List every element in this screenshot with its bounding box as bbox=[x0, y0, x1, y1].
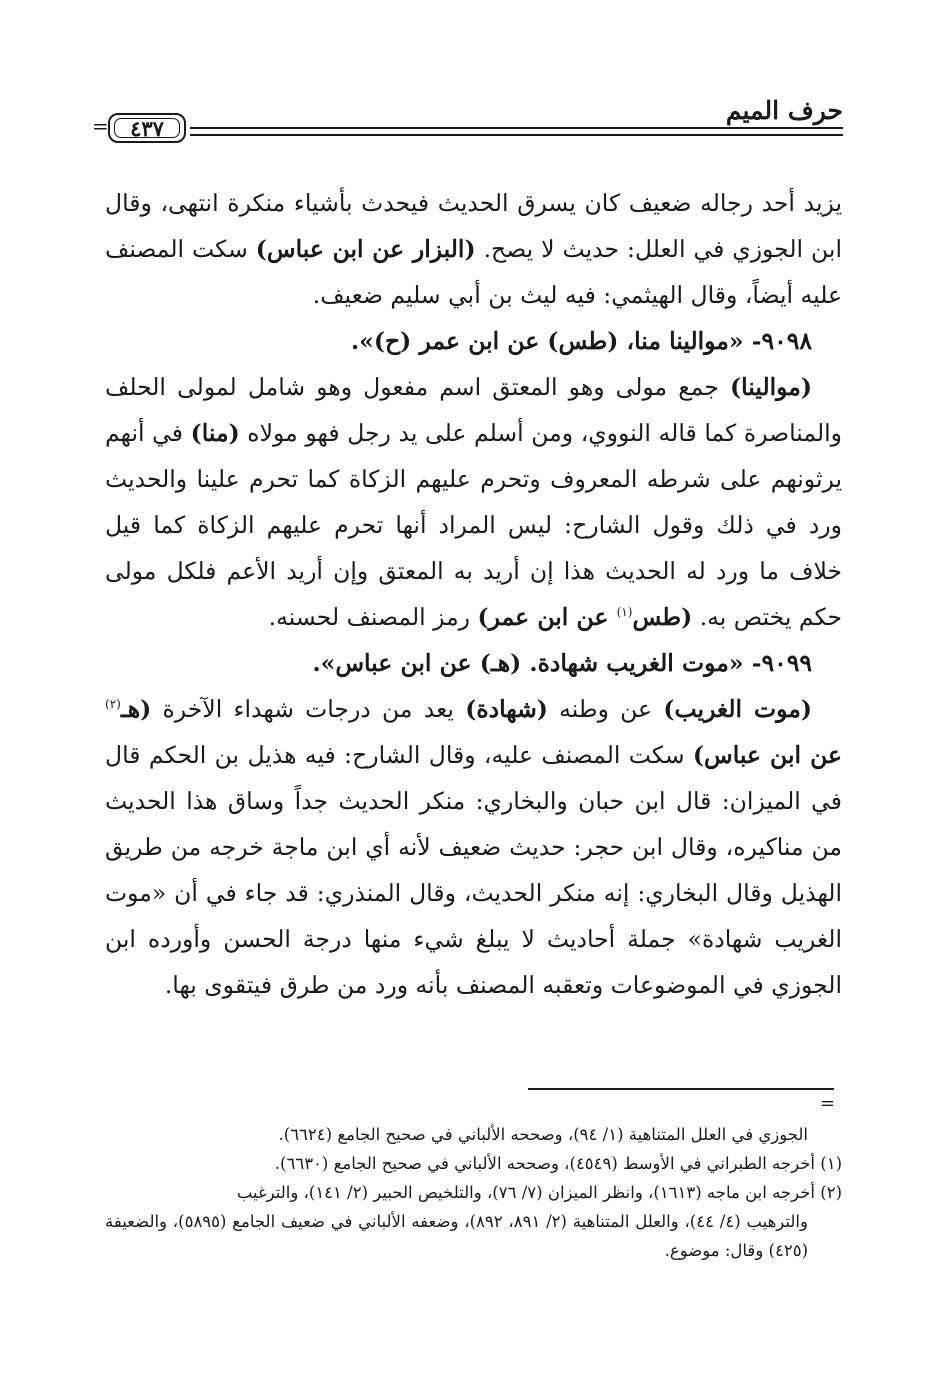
footnote-marker-1[interactable]: (١) bbox=[616, 605, 633, 620]
source-reference: (طس bbox=[632, 603, 693, 631]
header-continuation-mark: = bbox=[92, 114, 109, 138]
text-run: في أنهم يرثونهم على شرطه المعروف وتحرم عليهم الزكاة كما تحرم علينا والحديث ورد في ذلك وقول الشارح: ليس المراد أنها تحرم عليهم الزكاة كما قيل خلاف ما ورد له الحديث هذا إن أريد به المعتق وإن أريد الأعم فلكل مولى حكم يختص به. bbox=[105, 419, 842, 631]
header-rule-bottom bbox=[190, 134, 843, 136]
keyword: (منا) bbox=[190, 419, 240, 447]
footnote-1: (١) أخرجه الطبراني في الأوسط (٤٥٤٩)، وصححه الألباني في صحيح الجامع (٦٦٣٠). bbox=[274, 1154, 842, 1173]
footnote-2-continued: والترهيب (٤/ ٤٤)، والعلل المتناهية (٢/ ٨٩١، ٨٩٢)، وضعفه الألباني في ضعيف الجامع (٥٨٩٥)، والضعيفة (٤٢٥) وقال: موضوع. bbox=[105, 1212, 808, 1260]
footnote-separator bbox=[528, 1088, 834, 1090]
text-run: يزيد أحد رجاله ضعيف كان يسرق الحديث فيحدث بأشياء منكرة انتهى، وقال ابن الجوزي في العلل: حديث لا يصح. bbox=[105, 189, 842, 263]
keyword: (شهادة) bbox=[465, 695, 548, 723]
paragraph-continuation bbox=[105, 180, 842, 318]
text-run: جمع مولى وهو المعتق اسم مفعول وهو شامل لمولى الحلف والمناصرة كما قاله النووي، ومن أسلم على يد رجل فهو مولاه bbox=[105, 373, 842, 447]
source-reference: (هـ bbox=[120, 695, 152, 723]
commentary-9099 bbox=[105, 686, 842, 1008]
keyword: (موالينا) bbox=[730, 373, 812, 401]
header-rule-top bbox=[190, 127, 843, 129]
footnote-2: (٢) أخرجه ابن ماجه (١٦١٣)، وانظر الميزان (٧/ ٧٦)، والتلخيص الحبير (٢/ ١٤١)، والترغيب bbox=[236, 1183, 842, 1202]
source-reference: عن ابن عمر) bbox=[477, 603, 617, 631]
text-run: سكت المصنف عليه أيضاً، وقال الهيثمي: فيه ليث بن أبي سليم ضعيف. bbox=[105, 235, 842, 309]
commentary-9098 bbox=[105, 364, 842, 640]
source-reference: عن ابن عباس) bbox=[692, 741, 842, 769]
footnote-carryover: الجوزي في العلل المتناهية (١/ ٩٤)، وصححه الألباني في صحيح الجامع (٦٦٢٤). bbox=[278, 1125, 808, 1144]
hadith-heading-9098: ٩٠٩٨- «موالينا منا، (طس) عن ابن عمر (ح)». bbox=[350, 327, 812, 355]
page-number: ٤٣٧ bbox=[114, 118, 180, 138]
text-run: رمز المصنف لحسنه. bbox=[268, 603, 478, 631]
source-reference: (البزار عن ابن عباس) bbox=[255, 235, 476, 263]
text-run: يعد من درجات شهداء الآخرة bbox=[151, 695, 466, 723]
footnote-marker-2[interactable]: (٢) bbox=[105, 697, 121, 712]
text-run: سكت المصنف عليه، وقال الشارح: فيه هذيل بن الحكم قال في الميزان: قال ابن حبان والبخاري: منكر الحديث جداً وساق هذا الحديث من مناكيره، وقال ابن حجر: حديث ضعيف لأنه أي ابن ماجة خرجه من طريق الهذيل وقال البخاري: إنه منكر الحديث، وقال المنذري: قد جاء في أن «موت الغريب شهادة» جملة أحاديث لا يبلغ شيء منها درجة الحسن وأورده ابن الجوزي في الموضوعات وتعقبه المصنف بأنه ورد من طرق فيتقوى بها. bbox=[105, 741, 842, 999]
hadith-heading-9099: ٩٠٩٩- «موت الغريب شهادة. (هـ) عن ابن عباس». bbox=[312, 649, 812, 677]
page-number-box bbox=[108, 113, 186, 143]
footnote-continuation-mark: = bbox=[819, 1093, 835, 1114]
keyword: (موت الغريب) bbox=[663, 695, 812, 723]
text-run: عن وطنه bbox=[547, 695, 664, 723]
footnotes bbox=[105, 1120, 842, 1265]
main-text bbox=[105, 180, 842, 1008]
chapter-title: حرف الميم bbox=[725, 96, 843, 125]
